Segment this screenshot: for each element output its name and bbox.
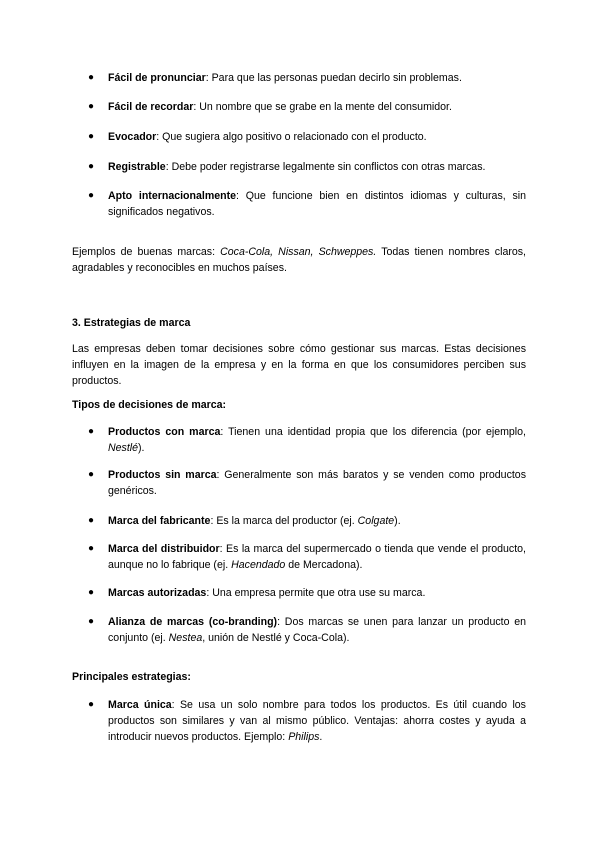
section-title: 3. Estrategias de marca (72, 317, 191, 329)
bullet-icon: ● (88, 72, 95, 83)
list-item-term: Productos con marca (108, 426, 221, 438)
bullet-icon: ● (88, 699, 95, 710)
examples-brands: Coca-Cola, Nissan, Schweppes. (220, 246, 377, 258)
list-item-term: Fácil de pronunciar (108, 72, 206, 84)
list-item-text-end: de Mercadona). (285, 559, 363, 571)
list-item-term: Evocador (108, 131, 157, 143)
bullet-icon: ● (88, 515, 95, 526)
list-item-text: : Que sugiera algo positivo o relacionado con el producto. (156, 131, 427, 143)
list-item-example: Nestea (168, 632, 203, 644)
bullet-icon: ● (88, 190, 95, 201)
list-item-text: : Se usa un solo nombre para todos los productos. Es útil cuando los productos son similares y van al mismo público. Ventajas: ahorra costes y ayuda a introducir nuevos productos. Ejemplo: (108, 699, 526, 743)
bullet-icon: ● (88, 587, 95, 598)
list-item-term: Apto internacionalmente (108, 190, 237, 202)
list-item-text-end: ). (138, 442, 145, 454)
section-intro-paragraph: Las empresas deben tomar decisiones sobre cómo gestionar sus marcas. Estas decisiones influyen en la imagen de la empresa y en la forma en que los consumidores perciben sus productos. (72, 343, 526, 387)
list-item-term: Marcas autorizadas (108, 587, 207, 599)
list-item-term: Alianza de marcas (co-branding) (108, 616, 278, 628)
list-item-term: Marca del distribuidor (108, 543, 220, 555)
list-item-example: Colgate (357, 515, 395, 527)
examples-prefix: Ejemplos de buenas marcas: (72, 246, 221, 258)
bullet-icon: ● (88, 101, 95, 112)
list-item-text: : Que funcione bien en distintos idiomas y culturas, sin significados negativos. (108, 190, 526, 218)
bullet-icon: ● (88, 161, 95, 172)
list-item-example: Hacendado (231, 559, 286, 571)
list-item-text: : Es la marca del productor (ej. (210, 515, 358, 527)
list-item-text: : Para que las personas puedan decirlo sin problemas. (205, 72, 462, 84)
list-item-term: Marca única (108, 699, 172, 711)
list-item-term: Registrable (108, 161, 166, 173)
list-item-text: : Tienen una identidad propia que los diferencia (por ejemplo, (220, 426, 526, 438)
list-item-text-end: ). (394, 515, 401, 527)
list-item-text: : Una empresa permite que otra use su marca. (206, 587, 426, 599)
list-item-text-end: , unión de Nestlé y Coca-Cola). (202, 632, 350, 644)
examples-suffix: Todas tienen nombres claros, agradables y reconocibles en muchos países. (72, 246, 526, 274)
list-item-text: : Debe poder registrarse legalmente sin conflictos con otras marcas. (165, 161, 486, 173)
bullet-icon: ● (88, 616, 95, 627)
list-item-term: Marca del fabricante (108, 515, 211, 527)
subsection-heading: Tipos de decisiones de marca: (72, 399, 227, 411)
bullet-icon: ● (88, 469, 95, 480)
bullet-icon: ● (88, 426, 95, 437)
list-item-term: Fácil de recordar (108, 101, 194, 113)
list-item-text: : Un nombre que se grabe en la mente del consumidor. (193, 101, 452, 113)
list-item-text: : Dos marcas se unen para lanzar un producto en conjunto (ej. (108, 616, 527, 644)
list-item-term: Productos sin marca (108, 469, 217, 481)
bullet-icon: ● (88, 131, 95, 142)
subsection-heading: Principales estrategias: (72, 671, 191, 683)
list-item-text: : Es la marca del supermercado o tienda que vende el producto, aunque no lo fabrique (ej. (108, 543, 526, 571)
list-item-example: Philips (288, 731, 320, 743)
list-item-example: Nestlé (108, 442, 139, 454)
examples-paragraph (72, 244, 526, 276)
bullet-icon: ● (88, 543, 95, 554)
list-item-text: : Generalmente son más baratos y se venden como productos genéricos. (108, 469, 526, 497)
list-item-text-end: . (319, 731, 323, 743)
